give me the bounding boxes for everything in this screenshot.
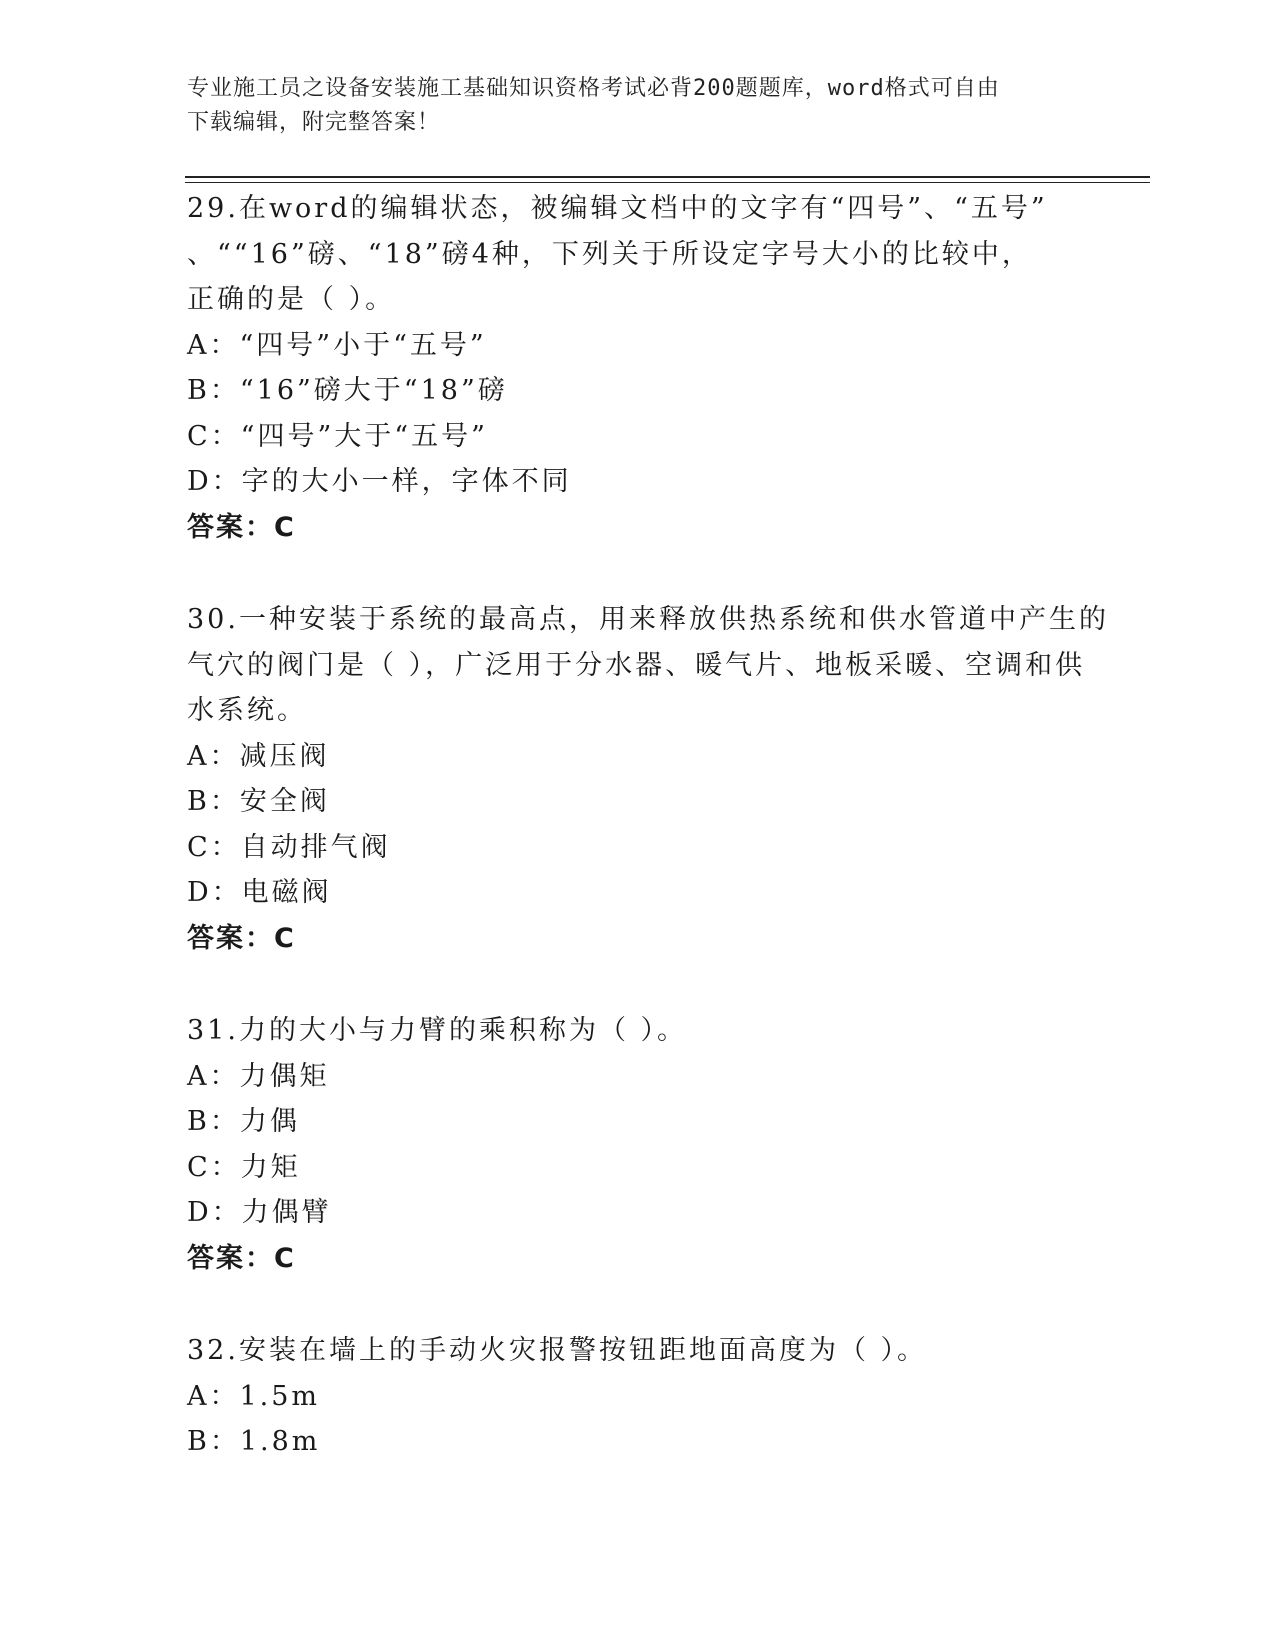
- question-text: 正确的是（ ）。: [187, 284, 396, 315]
- option-d: D：力偶臂: [187, 1197, 332, 1228]
- option-b: B：安全阀: [187, 786, 330, 817]
- header-divider-thin: [185, 182, 1150, 183]
- option-d: D：电磁阀: [187, 877, 332, 908]
- question-text: 31.力的大小与力臂的乘积称为（ ）。: [187, 1015, 688, 1046]
- option-a: A：减压阀: [187, 740, 330, 772]
- option-d: D：字的大小一样，字体不同: [187, 466, 572, 497]
- option-a: A：力偶矩: [187, 1060, 330, 1092]
- header-line: 下载编辑，附完整答案！: [187, 110, 441, 135]
- question-text: 、““16”磅、“18”磅4种，下列关于所设定字号大小的比较中，: [187, 238, 1032, 270]
- header-line: 专业施工员之设备安装施工基础知识资格考试必背200题题库，word格式可自由: [187, 76, 1000, 101]
- option-a: A：“四号”小于“五号”: [187, 329, 487, 361]
- answer: 答案：C: [187, 511, 296, 543]
- question-text: 29.在word的编辑状态，被编辑文档中的文字有“四号”、“五号”: [187, 193, 1048, 224]
- option-c: C：自动排气阀: [187, 831, 391, 863]
- question-32: [187, 1328, 1087, 1465]
- question-text: 30.一种安装于系统的最高点，用来释放供热系统和供水管道中产生的: [187, 604, 1109, 635]
- option-a: A：1.5m: [187, 1380, 321, 1412]
- option-b: B：“16”磅大于“18”磅: [187, 375, 508, 406]
- question-text: 水系统。: [187, 695, 307, 726]
- question-29: [187, 186, 1087, 550]
- question-31: [187, 1008, 1087, 1281]
- question-text: 32.安装在墙上的手动火灾报警按钮距地面高度为（ ）。: [187, 1335, 928, 1366]
- option-c: C：“四号”大于“五号”: [187, 420, 488, 452]
- option-b: B：力偶: [187, 1106, 300, 1137]
- question-list: [187, 186, 1109, 1465]
- answer: 答案：C: [187, 922, 296, 954]
- option-c: C：力矩: [187, 1151, 301, 1183]
- option-b: B：1.8m: [187, 1426, 321, 1457]
- question-30: [187, 597, 1109, 961]
- header-divider: [185, 176, 1150, 178]
- answer: 答案：C: [187, 1242, 296, 1274]
- document-header: [187, 72, 1087, 140]
- question-text: 气穴的阀门是（ ），广泛用于分水器、暖气片、地板采暖、空调和供: [187, 649, 1086, 681]
